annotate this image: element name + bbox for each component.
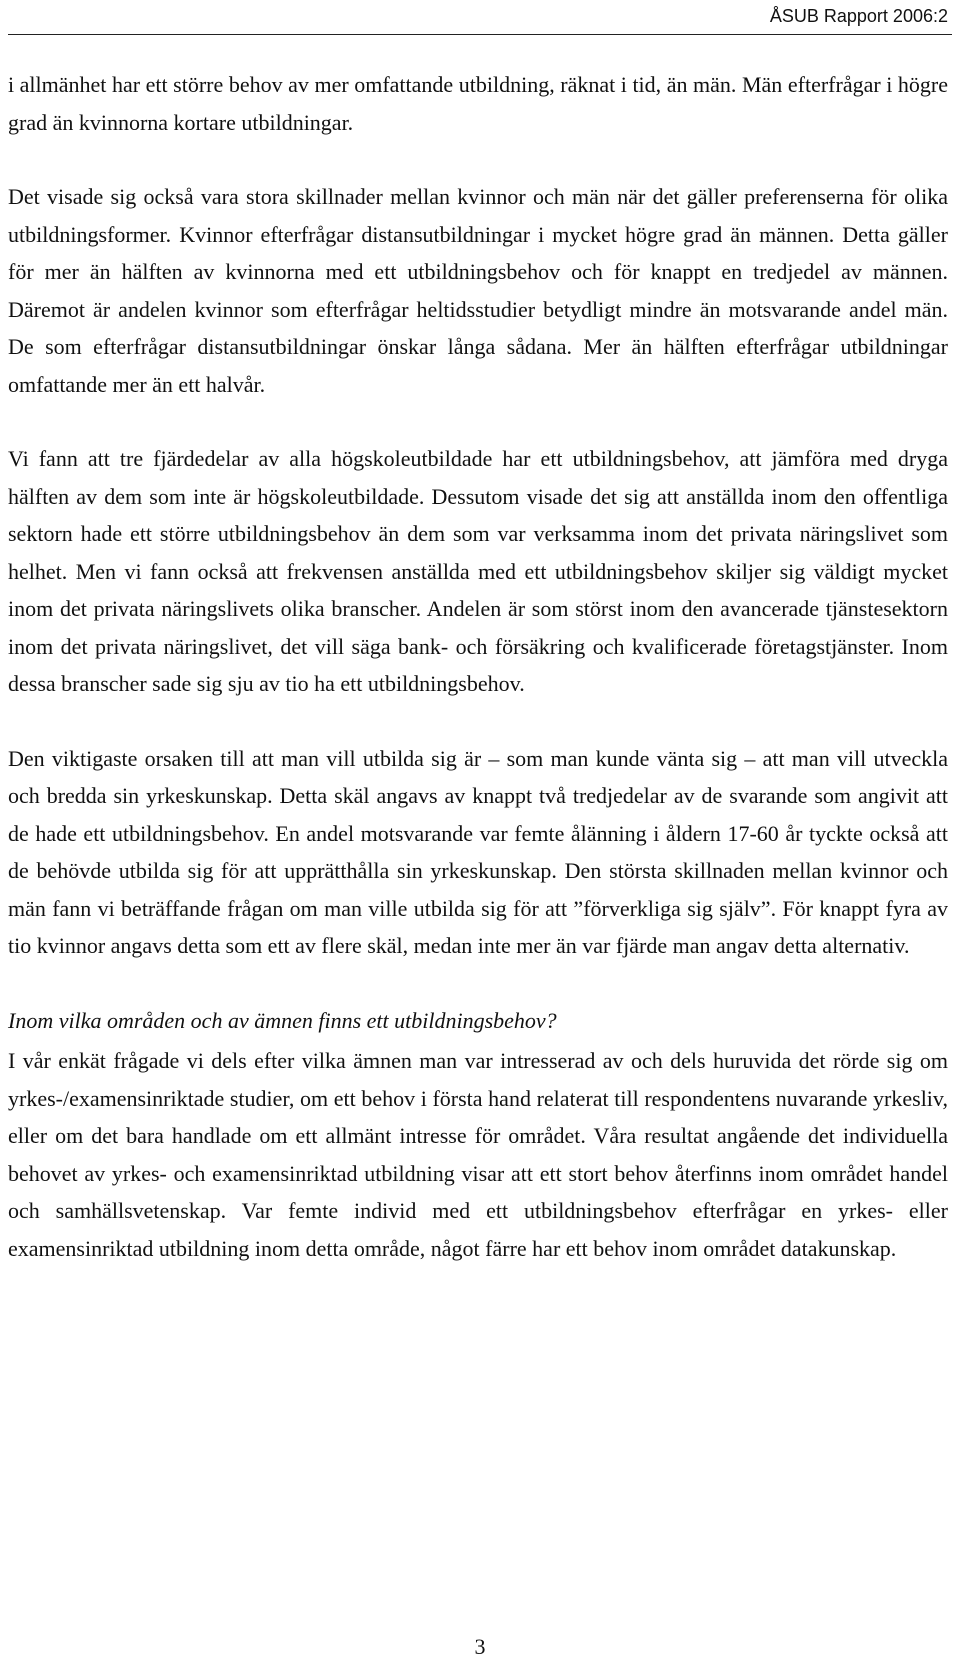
paragraph-1: i allmänhet har ett större behov av mer omfattande utbildning, räknat i tid, än män. Män efterfrågar i högre grad än kvinnorna kortare utbildningar. [8, 72, 948, 135]
paragraph-5: I vår enkät frågade vi dels efter vilka ämnen man var intresserad av och dels huruvida det rörde sig om yrkes-/examensinriktade studier, om ett behov i första hand relaterat till respondentens nuvarande yrkesliv, eller om det bara handlade om ett allmänt intresse för området. Våra resultat angående det individuella behovet av yrkes- och examensinriktad utbildning visar att ett stort behov återfinns inom området handel och samhällsvetenskap. Var femte individ med ett utbildningsbehov efterfrågar en yrkes- eller examensinriktad utbildning inom detta område, något färre har ett behov inom området datakunskap. [8, 1048, 948, 1261]
page-number: 3 [474, 1634, 486, 1659]
paragraph-4: Den viktigaste orsaken till att man vill utbilda sig är – som man kunde vänta sig – att man vill utveckla och bredda sin yrkeskunskap. Detta skäl angavs av knappt två tredjedelar av de svarande som angivit att de hade ett utbildningsbehov. En andel motsvarande var femte ålänning i åldern 17-60 år tyckte också att de behövde utbilda sig för att upprätthålla sin yrkeskunskap. Den största skillnaden mellan kvinnor och män fann vi beträffande frågan om man ville utbilda sig för att ”förverkliga sig själv”. För knappt fyra av tio kvinnor angavs detta som ett av flere skäl, medan inte mer än var fjärde man angav detta alternativ. [8, 745, 948, 958]
section-subheading: Inom vilka områden och av ämnen finns ett utbildningsbehov? [8, 1007, 557, 1033]
header-divider [8, 34, 952, 35]
paragraph-3: Vi fann att tre fjärdedelar av alla högskoleutbildade har ett utbildningsbehov, att jämföra med dryga hälften av dem som inte är högskoleutbildade. Dessutom visade det sig att anställda inom den offentliga sektorn hade ett större utbildningsbehov än dem som var verksamma inom det privata näringslivet som helhet. Men vi fann också att frekvensen anställda med ett utbildningsbehov skiljer sig väldigt mycket inom det privata näringslivets olika branscher. Andelen är som störst inom den avancerade tjänstesektorn inom det privata näringslivet, det vill säga bank- och försäkring och kvalificerade företagstjänster. Inom dessa branscher sade sig sju av tio ha ett utbildningsbehov. [8, 446, 948, 696]
document-body [8, 66, 948, 1304]
running-header: ÅSUB Rapport 2006:2 [769, 6, 948, 26]
paragraph-2: Det visade sig också vara stora skillnader mellan kvinnor och män när det gäller preferenserna för olika utbildningsformer. Kvinnor efterfrågar distansutbildningar i mycket högre grad än männen. Detta gäller för mer än hälften av kvinnorna med ett utbildningsbehov och för knappt en tredjedel av männen. Däremot är andelen kvinnor som efterfrågar heltidsstudier betydligt mindre än motsvarande andel män. De som efterfrågar distansutbildningar önskar långa sådana. Mer än hälften efterfrågar utbildningar omfattande mer än ett halvår. [8, 184, 948, 397]
